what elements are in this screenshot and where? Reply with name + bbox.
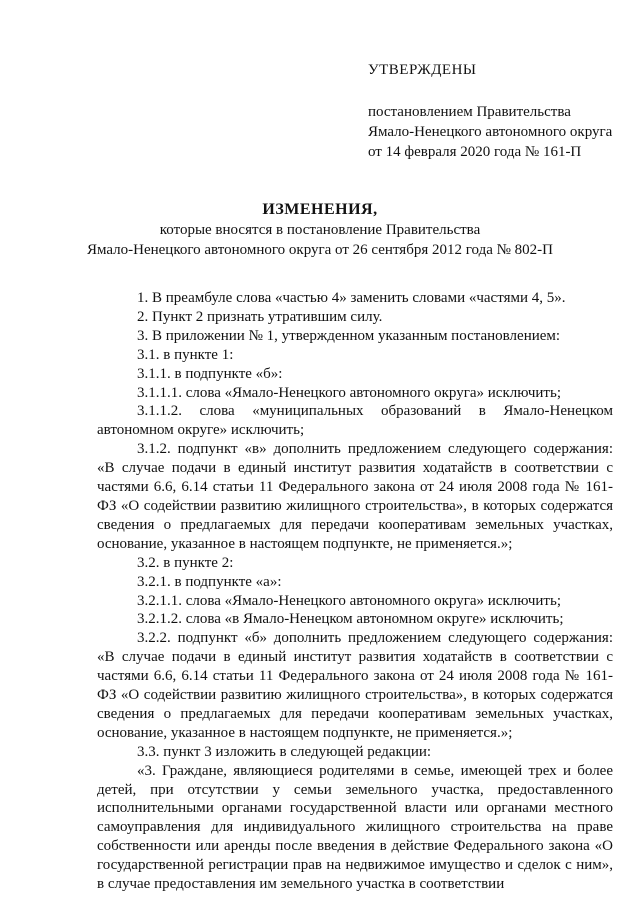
paragraph: 2. Пункт 2 признать утратившим силу. <box>137 308 383 325</box>
paragraph: 3.2.1.1. слова «Ямало-Ненецкого автономного округа» исключить; <box>137 592 561 609</box>
approval-line: от 14 февраля 2020 года № 161-П <box>368 144 582 160</box>
paragraph: 3.1. в пункте 1: <box>137 346 234 363</box>
paragraph: 3.1.1. в подпункте «б»: <box>137 365 283 382</box>
paragraph: 1. В преамбуле слова «частью 4» заменить словами «частями 4, 5». <box>137 290 566 306</box>
paragraph: 3.2.1. в подпункте «а»: <box>137 573 282 590</box>
approval-line: Ямало-Ненецкого автономного округа <box>368 124 613 140</box>
document-title-block <box>0 200 640 260</box>
approved-heading: УТВЕРЖДЕНЫ <box>368 62 477 78</box>
document-subtitle: которые вносятся в постановление Правительства <box>159 222 481 238</box>
approval-line: постановлением Правительства <box>368 104 571 120</box>
document-subtitle: Ямало-Ненецкого автономного округа от 26 сентября 2012 года № 802-П <box>86 242 554 258</box>
document-title: ИЗМЕНЕНИЯ, <box>262 201 378 218</box>
paragraph: 3.1.1.1. слова «Ямало-Ненецкого автономного округа» исключить; <box>137 384 561 401</box>
paragraph: 3. В приложении № 1, утвержденном указанным постановлением: <box>137 327 561 344</box>
document-body <box>97 289 613 894</box>
paragraph: 3.1.2. подпункт «в» дополнить предложением следующего содержания: «В случае подачи в единый институт развития ходатайств в соответствии с частями 6.6, 6.14 статьи 11 Федерального закона от 24 июля 2008 года № 161-ФЗ «О содействии развитию жилищного строительства», в которых содержатся сведения о предлагаемых для передачи кооперативам земельных участках, основание, указанное в настоящем подпункте, не применяется.»; <box>97 441 613 552</box>
paragraph: 3.3. пункт 3 изложить в следующей редакции: <box>137 743 432 760</box>
paragraph: «3. Граждане, являющиеся родителями в семье, имеющей трех и более детей, при отсутствии у семьи земельного участка, предоставленного исполнительными органами государственной власти или органами местного самоуправления для индивидуального жилищного строительства на праве собственности или аренды после введения в действие Федерального закона «О государственной регистрации прав на недвижимое имущество и сделок с ним», в случае предоставления им земельного участка в соответствии <box>97 762 613 893</box>
paragraph: 3.2.2. подпункт «б» дополнить предложением следующего содержания: «В случае подачи в единый институт развития ходатайств в соответствии с частями 6.6, 6.14 статьи 11 Федерального закона от 24 июля 2008 года № 161-ФЗ «О содействии развитию жилищного строительства», в которых содержатся сведения о предлагаемых для передачи кооперативам земельных участках, основание, указанное в настоящем подпункте, не применяется.»; <box>97 630 613 741</box>
paragraph: 3.2. в пункте 2: <box>137 554 234 571</box>
paragraph: 3.1.1.2. слова «муниципальных образований в Ямало-Ненецком автономном округе» исключить; <box>97 403 613 439</box>
approval-block <box>368 60 612 162</box>
paragraph: 3.2.1.2. слова «в Ямало-Ненецком автономном округе» исключить; <box>137 611 564 628</box>
